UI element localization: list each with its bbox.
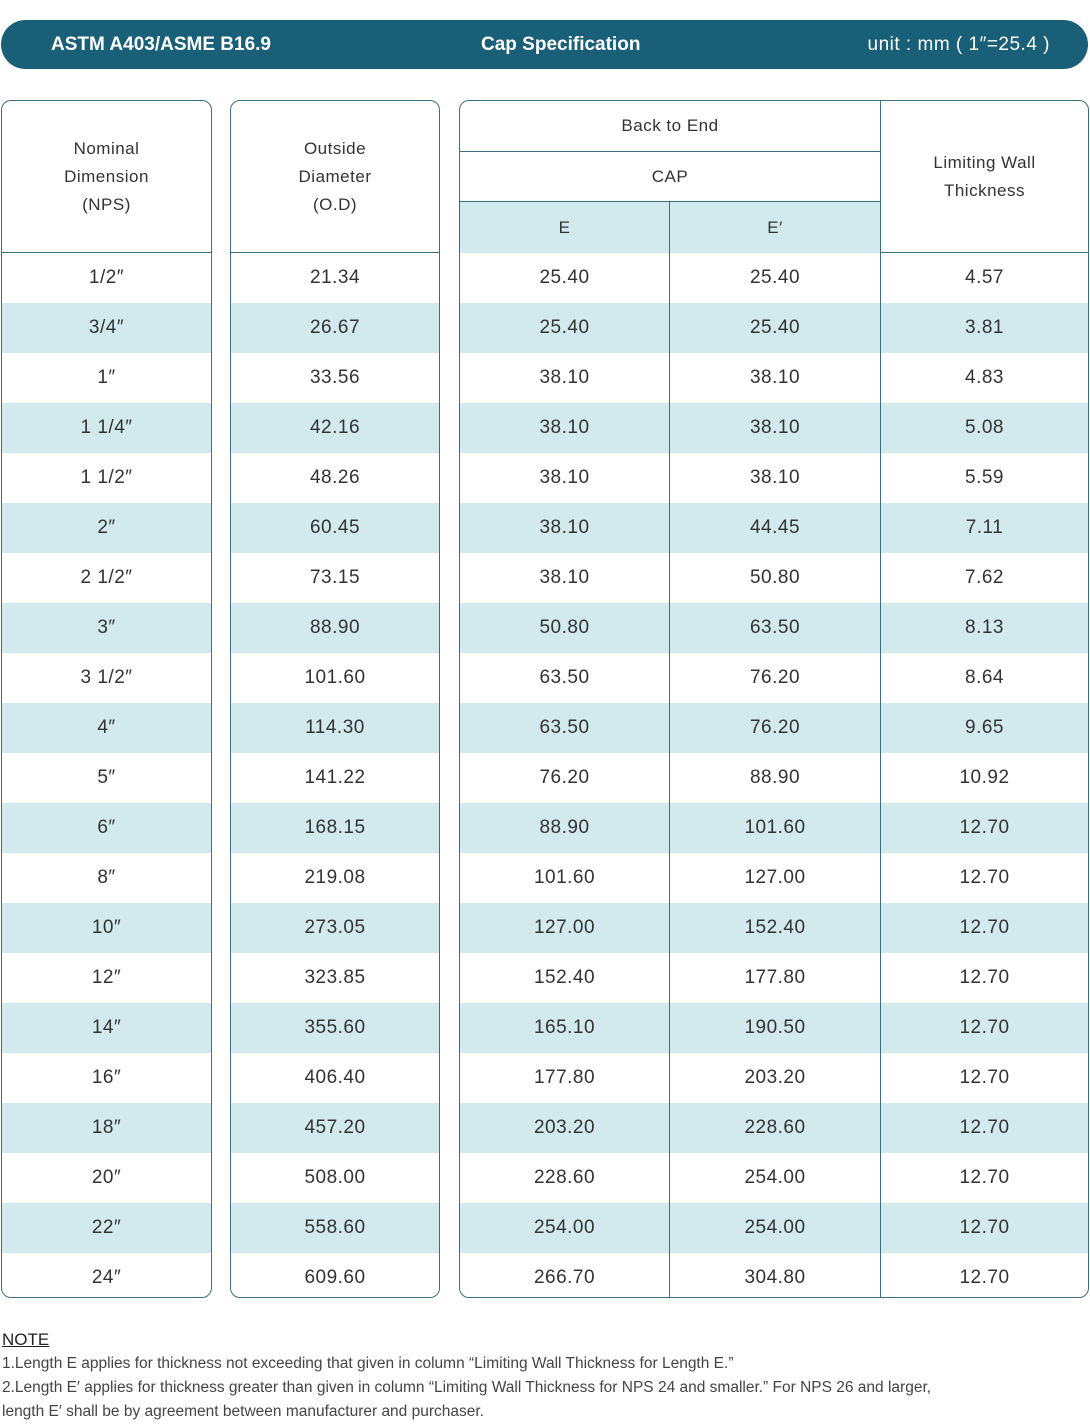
table-row	[231, 503, 439, 553]
table-row	[2, 303, 211, 353]
od-cell: 168.15	[304, 817, 366, 838]
od-cell: 48.26	[309, 467, 361, 488]
nominal-header-line: Nominal	[73, 139, 140, 158]
table-row	[460, 1153, 1088, 1203]
table-row	[2, 553, 211, 603]
cap-label: CAP	[460, 152, 881, 202]
table-row	[2, 753, 211, 803]
table-row	[231, 953, 439, 1003]
wall-thickness-cell: 12.70	[959, 817, 1010, 838]
back-to-end-panel	[459, 100, 1089, 1298]
table-row	[460, 953, 1088, 1003]
table-row	[231, 853, 439, 903]
wall-thickness-cell: 5.08	[965, 417, 1004, 438]
table-row	[2, 453, 211, 503]
e-prime-cell: 127.00	[670, 853, 881, 903]
od-cell: 273.05	[304, 917, 366, 938]
wall-thickness-cell: 4.57	[965, 267, 1004, 288]
back-to-end-rows	[460, 253, 1088, 1298]
wall-thickness-cell: 3.81	[965, 317, 1004, 338]
e-prime-cell: 38.10	[670, 453, 881, 503]
table-row	[231, 903, 439, 953]
table-row	[2, 1253, 211, 1298]
table-row	[460, 453, 1088, 503]
od-cell: 73.15	[309, 567, 361, 588]
e-prime-cell: 38.10	[670, 353, 881, 403]
nps-cell: 24″	[91, 1267, 122, 1288]
od-cell: 21.34	[309, 267, 361, 288]
e-cell: 101.60	[460, 853, 670, 903]
e-prime-cell: 88.90	[670, 753, 881, 803]
nps-cell: 3/4″	[88, 317, 125, 338]
e-cell: 203.20	[460, 1103, 670, 1153]
table-row	[460, 903, 1088, 953]
wall-thickness-cell: 12.70	[959, 1267, 1010, 1288]
note-line: length E′ shall be by agreement between manufacturer and purchaser.	[2, 1403, 484, 1420]
nominal-header-line: Dimension	[64, 167, 149, 186]
table-row	[2, 853, 211, 903]
limiting-wall-header	[881, 101, 1088, 253]
table-row	[231, 1253, 439, 1298]
od-cell: 141.22	[304, 767, 366, 788]
table-row	[231, 253, 439, 303]
wall-thickness-cell: 12.70	[959, 867, 1010, 888]
limiting-header-line: Limiting Wall	[933, 153, 1036, 172]
od-cell: 406.40	[304, 1067, 366, 1088]
table-row	[231, 1203, 439, 1253]
wall-thickness-cell: 12.70	[959, 1017, 1010, 1038]
table-row	[231, 603, 439, 653]
table-row	[460, 703, 1088, 753]
table-row	[2, 803, 211, 853]
nps-cell: 22″	[91, 1217, 122, 1238]
e-prime-cell: 50.80	[670, 553, 881, 603]
table-row	[460, 603, 1088, 653]
table-row	[460, 803, 1088, 853]
wall-thickness-cell: 12.70	[959, 917, 1010, 938]
od-cell: 508.00	[304, 1167, 366, 1188]
table-row	[231, 303, 439, 353]
table-row	[460, 403, 1088, 453]
outside-diameter-panel	[230, 100, 440, 1298]
table-row	[2, 1003, 211, 1053]
table-row	[2, 653, 211, 703]
table-row	[231, 1103, 439, 1153]
od-cell: 26.67	[309, 317, 361, 338]
e-prime-cell: 152.40	[670, 903, 881, 953]
e-prime-cell: 304.80	[670, 1253, 881, 1298]
outside-header-line: Outside	[303, 139, 367, 158]
table-row	[460, 753, 1088, 803]
notes-title: NOTE	[2, 1330, 50, 1349]
e-prime-cell: 25.40	[670, 303, 881, 353]
table-row	[231, 353, 439, 403]
back-to-end-header	[460, 101, 1088, 253]
nps-cell: 14″	[91, 1017, 122, 1038]
od-cell: 457.20	[304, 1117, 366, 1138]
e-cell: 165.10	[460, 1003, 670, 1053]
e-cell: 228.60	[460, 1153, 670, 1203]
table-row	[2, 1103, 211, 1153]
e-cell: 50.80	[460, 603, 670, 653]
unit-label: unit : mm ( 1″=25.4 )	[867, 34, 1050, 55]
table-row	[460, 653, 1088, 703]
nps-cell: 3″	[97, 617, 116, 638]
od-cell: 355.60	[304, 1017, 366, 1038]
nominal-header-line: (NPS)	[82, 195, 131, 214]
notes-section	[2, 1328, 1088, 1424]
e-cell: 38.10	[460, 353, 670, 403]
table-row	[2, 1153, 211, 1203]
wall-thickness-cell: 4.83	[965, 367, 1004, 388]
table-row	[231, 803, 439, 853]
nps-cell: 20″	[91, 1167, 122, 1188]
outside-header	[231, 101, 439, 253]
table-row	[460, 1253, 1088, 1298]
nps-cell: 16″	[91, 1067, 122, 1088]
table-row	[460, 503, 1088, 553]
e-cell: 266.70	[460, 1253, 670, 1298]
e-prime-cell: 177.80	[670, 953, 881, 1003]
od-cell: 33.56	[309, 367, 361, 388]
od-cell: 42.16	[309, 417, 361, 438]
table-row	[460, 1203, 1088, 1253]
nps-cell: 3 1/2″	[80, 667, 133, 688]
wall-thickness-cell: 9.65	[965, 717, 1004, 738]
e-cell: 38.10	[460, 403, 670, 453]
nps-cell: 12″	[91, 967, 122, 988]
e-cell: 177.80	[460, 1053, 670, 1103]
e-prime-cell: 25.40	[670, 253, 881, 303]
e-cell: 152.40	[460, 953, 670, 1003]
wall-thickness-cell: 7.11	[965, 517, 1004, 538]
table-row	[460, 1053, 1088, 1103]
table-row	[2, 1053, 211, 1103]
table-row	[460, 353, 1088, 403]
table-row	[460, 253, 1088, 303]
limiting-header-line: Thickness	[943, 181, 1025, 200]
table-row	[2, 253, 211, 303]
e-cell: 25.40	[460, 303, 670, 353]
wall-thickness-cell: 12.70	[959, 1067, 1010, 1088]
e-cell: 38.10	[460, 503, 670, 553]
table-row	[2, 503, 211, 553]
nps-cell: 1/2″	[88, 267, 125, 288]
nps-cell: 2 1/2″	[80, 567, 133, 588]
table-row	[2, 703, 211, 753]
e-prime-cell: 76.20	[670, 703, 881, 753]
e-prime-cell: 63.50	[670, 603, 881, 653]
table-row	[231, 553, 439, 603]
outside-rows	[231, 253, 439, 1298]
table-row	[231, 753, 439, 803]
standard-label: ASTM A403/ASME B16.9	[51, 34, 271, 55]
table-row	[231, 1003, 439, 1053]
spec-title: Cap Specification	[481, 34, 641, 55]
wall-thickness-cell: 8.13	[965, 617, 1004, 638]
od-cell: 88.90	[309, 617, 361, 638]
outside-header-line: Diameter	[298, 167, 372, 186]
e-prime-cell: 38.10	[670, 403, 881, 453]
od-cell: 60.45	[309, 517, 361, 538]
nps-cell: 6″	[97, 817, 116, 838]
nominal-dimension-panel	[1, 100, 212, 1298]
e-cell: 76.20	[460, 753, 670, 803]
e-prime-cell: 203.20	[670, 1053, 881, 1103]
nominal-header	[2, 101, 211, 253]
od-cell: 558.60	[304, 1217, 366, 1238]
wall-thickness-cell: 12.70	[959, 1167, 1010, 1188]
wall-thickness-cell: 12.70	[959, 1117, 1010, 1138]
wall-thickness-cell: 10.92	[959, 767, 1010, 788]
e-column-label: E	[460, 202, 670, 253]
e-prime-cell: 101.60	[670, 803, 881, 853]
table-row	[231, 653, 439, 703]
table-row	[231, 1053, 439, 1103]
table-row	[2, 903, 211, 953]
e-prime-cell: 44.45	[670, 503, 881, 553]
back-to-end-label: Back to End	[460, 101, 881, 152]
e-cell: 63.50	[460, 653, 670, 703]
e-cell: 38.10	[460, 453, 670, 503]
table-row	[231, 403, 439, 453]
od-cell: 219.08	[304, 867, 366, 888]
e-cell: 127.00	[460, 903, 670, 953]
nps-cell: 1 1/2″	[80, 467, 133, 488]
table-row	[231, 1153, 439, 1203]
table-row	[2, 353, 211, 403]
e-prime-column-label: E′	[670, 202, 881, 253]
od-cell: 609.60	[304, 1267, 366, 1288]
title-banner	[1, 20, 1088, 69]
table-row	[460, 303, 1088, 353]
od-cell: 114.30	[305, 717, 365, 738]
table-row	[2, 1203, 211, 1253]
nominal-rows	[2, 253, 211, 1298]
e-cell: 88.90	[460, 803, 670, 853]
table-row	[460, 853, 1088, 903]
e-cell: 25.40	[460, 253, 670, 303]
e-prime-cell: 254.00	[670, 1203, 881, 1253]
table-row	[231, 703, 439, 753]
note-line: 1.Length E applies for thickness not exceeding that given in column “Limiting Wall Thickness for Length E.”	[2, 1355, 734, 1372]
nps-cell: 2″	[97, 517, 116, 538]
nps-cell: 18″	[91, 1117, 122, 1138]
nps-cell: 5″	[97, 767, 116, 788]
e-cell: 38.10	[460, 553, 670, 603]
wall-thickness-cell: 5.59	[965, 467, 1004, 488]
table-row	[231, 453, 439, 503]
wall-thickness-cell: 8.64	[965, 667, 1004, 688]
table-row	[2, 953, 211, 1003]
nps-cell: 1″	[97, 367, 116, 388]
nps-cell: 4″	[97, 717, 116, 738]
note-line: 2.Length E′ applies for thickness greater than given in column “Limiting Wall Thickness for NPS 24 and smaller.” For NPS 26 and larger,	[2, 1379, 932, 1396]
e-prime-cell: 76.20	[670, 653, 881, 703]
wall-thickness-cell: 12.70	[959, 1217, 1010, 1238]
table-row	[2, 403, 211, 453]
table-row	[460, 1003, 1088, 1053]
e-prime-cell: 190.50	[670, 1003, 881, 1053]
outside-header-line: (O.D)	[312, 195, 358, 214]
e-prime-cell: 228.60	[670, 1103, 881, 1153]
wall-thickness-cell: 7.62	[965, 567, 1004, 588]
table-row	[2, 603, 211, 653]
od-cell: 323.85	[304, 967, 366, 988]
e-cell: 63.50	[460, 703, 670, 753]
e-prime-cell: 254.00	[670, 1153, 881, 1203]
nps-cell: 10″	[91, 917, 122, 938]
table-row	[460, 1103, 1088, 1153]
e-cell: 254.00	[460, 1203, 670, 1253]
od-cell: 101.60	[304, 667, 366, 688]
table-row	[460, 553, 1088, 603]
nps-cell: 1 1/4″	[80, 417, 133, 438]
nps-cell: 8″	[97, 867, 116, 888]
wall-thickness-cell: 12.70	[959, 967, 1010, 988]
